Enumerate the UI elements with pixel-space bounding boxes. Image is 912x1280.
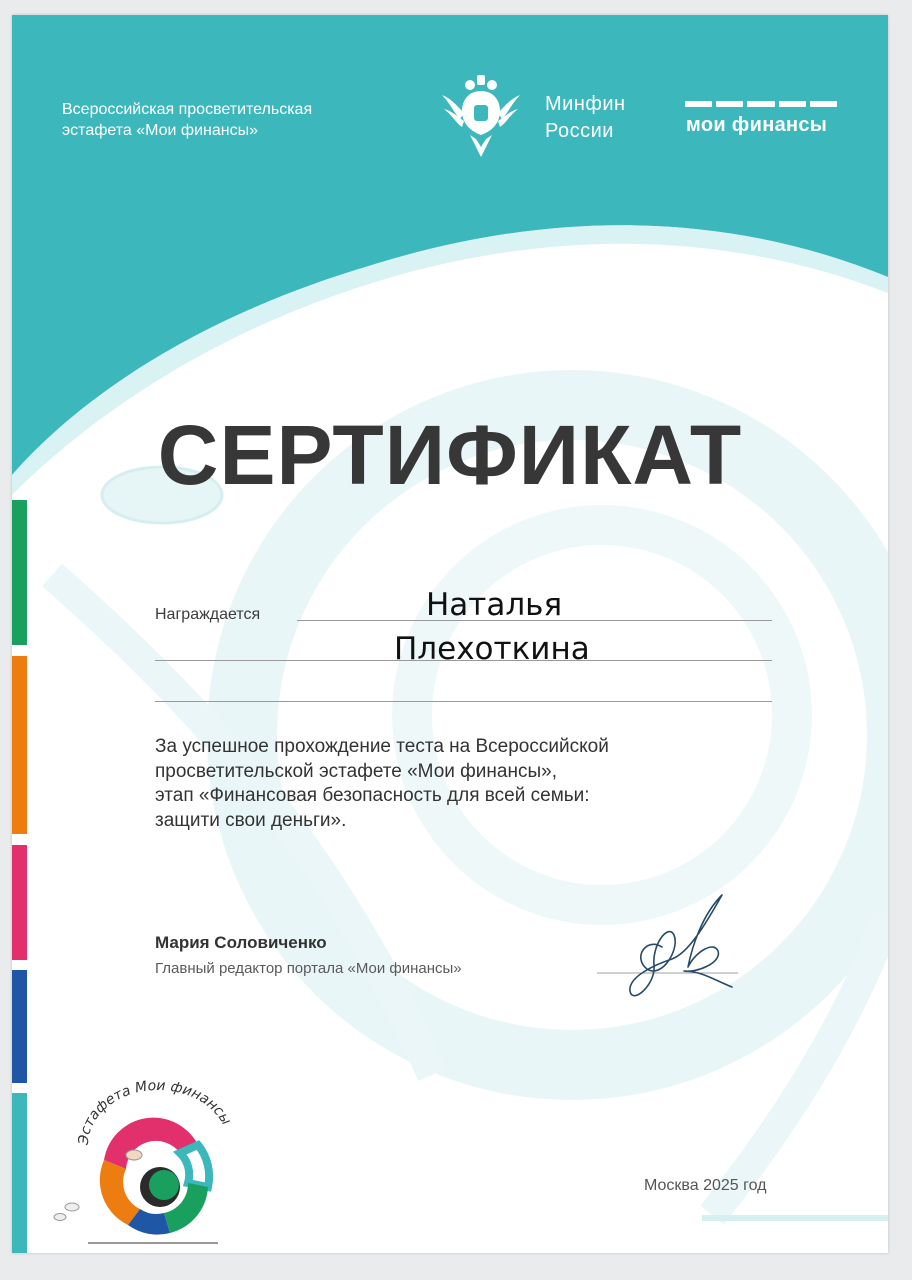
brand-logo-bar [685, 101, 837, 107]
awarded-label: Награждается [155, 606, 261, 623]
stripe-teal [12, 15, 27, 455]
ministry-line2: России [545, 120, 614, 142]
signer-title: Главный редактор портала «Мои финансы» [155, 960, 462, 977]
brand-name: мои финансы [686, 114, 828, 136]
reason-line2: просветительской эстафете «Мои финансы», [155, 760, 557, 782]
reason-line3: этап «Финансовая безопасность для всей семьи: [155, 785, 590, 807]
recipient-first-name: Наталья [426, 587, 563, 623]
stripe-orange [12, 656, 27, 834]
relay-title-line1: Всероссийская просветительская [62, 101, 313, 118]
stripe-blue [12, 970, 27, 1083]
bottom-teal-line [702, 1215, 888, 1221]
stripe-teal-bottom [12, 1093, 27, 1253]
recipient-line-3 [155, 701, 772, 702]
stripe-green [12, 500, 27, 645]
relay-title [62, 99, 312, 141]
relay-title-line2: эстафета «Мои финансы» [62, 122, 258, 139]
relay-logo-text: Эстафета Мои финансы [75, 1077, 235, 1146]
award-reason [155, 735, 715, 833]
certificate-heading: СЕРТИФИКАТ [157, 408, 743, 502]
certificate-page [12, 15, 888, 1253]
bg-ring-inner [412, 525, 792, 905]
reason-line1: За успешное прохождение теста на Всероссийской [155, 736, 609, 757]
coat-of-arms-icon [440, 73, 522, 159]
relay-logo-icon [48, 1065, 238, 1245]
reason-line4: защити свои деньги». [155, 809, 347, 831]
stripe-pink [12, 845, 27, 960]
signer-name: Мария Соловиченко [155, 933, 327, 952]
recipient-last-name: Плехоткина [394, 631, 590, 667]
handwritten-signature [592, 887, 742, 1007]
place-and-year: Москва 2025 год [644, 1177, 767, 1194]
ministry-line1: Минфин [545, 93, 626, 115]
ministry-label [545, 91, 626, 145]
